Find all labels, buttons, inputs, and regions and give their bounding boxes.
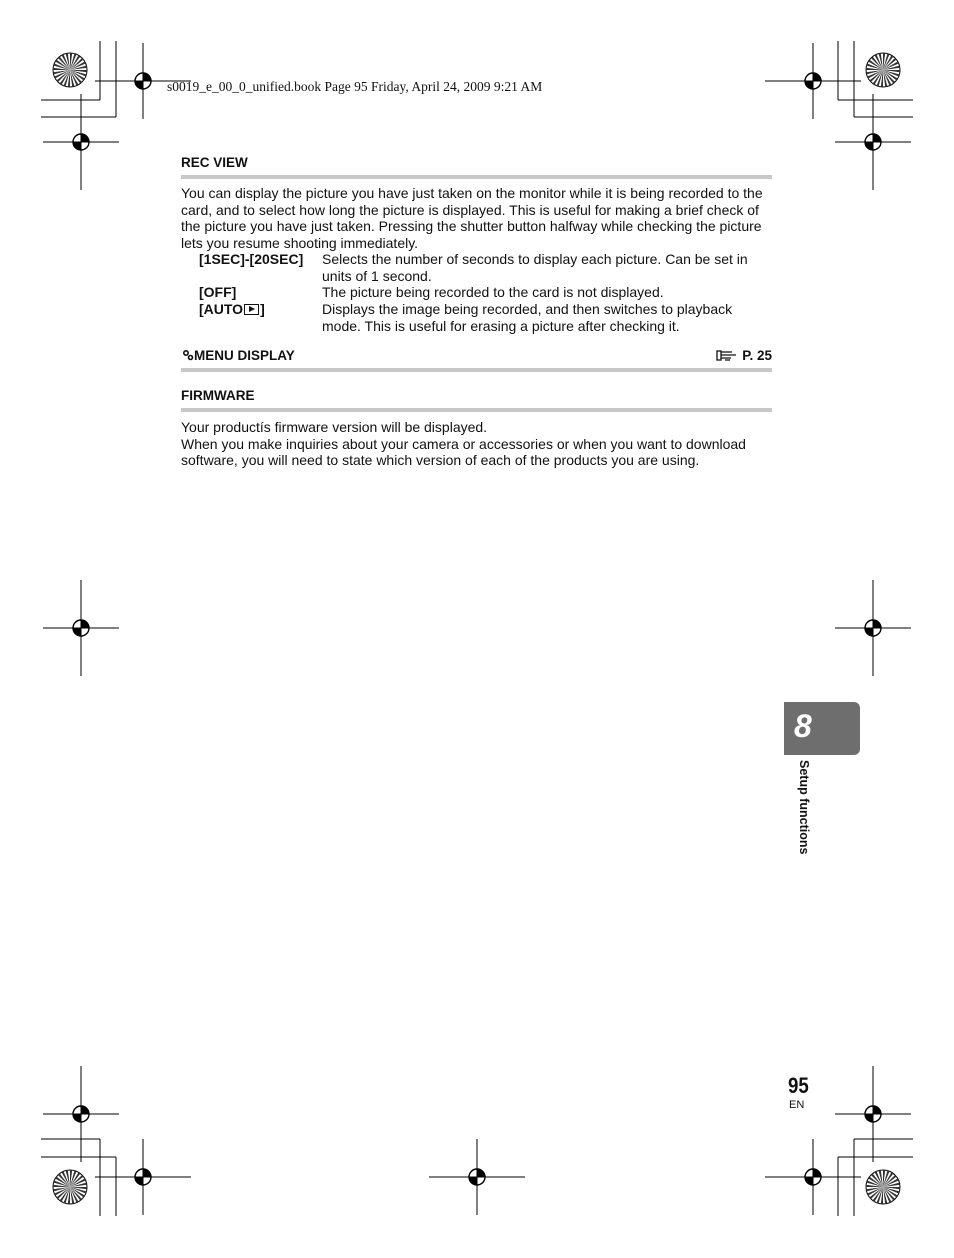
custom-menu-icon bbox=[182, 349, 194, 361]
registration-crosshair bbox=[43, 580, 119, 676]
book-info-header: s0019_e_00_0_unified.book Page 95 Friday, April 24, 2009 9:21 AM bbox=[167, 79, 543, 94]
firmware-title: FIRMWARE bbox=[181, 388, 255, 403]
chapter-label: Setup functions bbox=[797, 760, 811, 855]
firmware-text bbox=[181, 419, 773, 469]
firmware-line-2: When you make inquiries about your camera or accessories or when you want to download software, you will need to state which version of each of the products you are using. bbox=[181, 435, 746, 469]
rec-view-description: You can display the picture you have just taken on the monitor while it is being recorded to the card, and to select how long the picture is displayed. This is useful for making a brief check of the picture you have just taken. Pressing the shutter button halfway while checking the picture lets you resume shooting immediately. bbox=[181, 185, 763, 251]
page-number: 95 bbox=[788, 1073, 809, 1098]
registration-crosshair bbox=[43, 1066, 119, 1162]
registration-crosshair bbox=[835, 1066, 911, 1162]
registration-star bbox=[866, 1170, 900, 1204]
registration-star bbox=[866, 53, 900, 87]
language-code: EN bbox=[789, 1099, 805, 1111]
registration-crosshair bbox=[835, 94, 911, 190]
registration-crosshair bbox=[765, 1139, 861, 1215]
rec-view-title: REC VIEW bbox=[181, 155, 248, 170]
section-rule bbox=[181, 368, 772, 372]
chapter-number: 8 bbox=[794, 708, 812, 744]
section-rule bbox=[181, 175, 772, 179]
firmware-line-1: Your productís firmware version will be displayed. bbox=[181, 419, 488, 435]
option-description: Selects the number of seconds to display each picture. Can be set in units of 1 second. bbox=[322, 251, 748, 284]
registration-crosshair bbox=[43, 94, 119, 190]
chapter-tab bbox=[784, 702, 860, 755]
option-key: [1SEC]-[20SEC] bbox=[199, 251, 304, 267]
reference-page: P. 25 bbox=[742, 348, 772, 363]
registration-star bbox=[53, 53, 87, 87]
option-key: [OFF] bbox=[199, 284, 237, 300]
registration-star bbox=[53, 1170, 87, 1204]
page-reference bbox=[716, 348, 772, 363]
reference-hand-icon bbox=[716, 349, 738, 362]
registration-crosshair bbox=[95, 1139, 191, 1215]
menu-display-title: MENU DISPLAY bbox=[194, 348, 295, 363]
option-key-suffix: ] bbox=[260, 301, 265, 317]
menu-display-heading bbox=[182, 348, 295, 363]
playback-icon bbox=[244, 304, 259, 315]
registration-crosshair bbox=[765, 43, 861, 119]
section-rule bbox=[181, 408, 772, 412]
option-description: The picture being recorded to the card is not displayed. bbox=[322, 284, 664, 300]
registration-crosshair bbox=[835, 580, 911, 676]
option-description: Displays the image being recorded, and then switches to playback mode. This is useful for erasing a picture after checking it. bbox=[322, 301, 733, 334]
option-key-prefix: [AUTO bbox=[199, 301, 244, 317]
registration-crosshair bbox=[429, 1139, 525, 1215]
option-key-auto bbox=[199, 301, 265, 318]
